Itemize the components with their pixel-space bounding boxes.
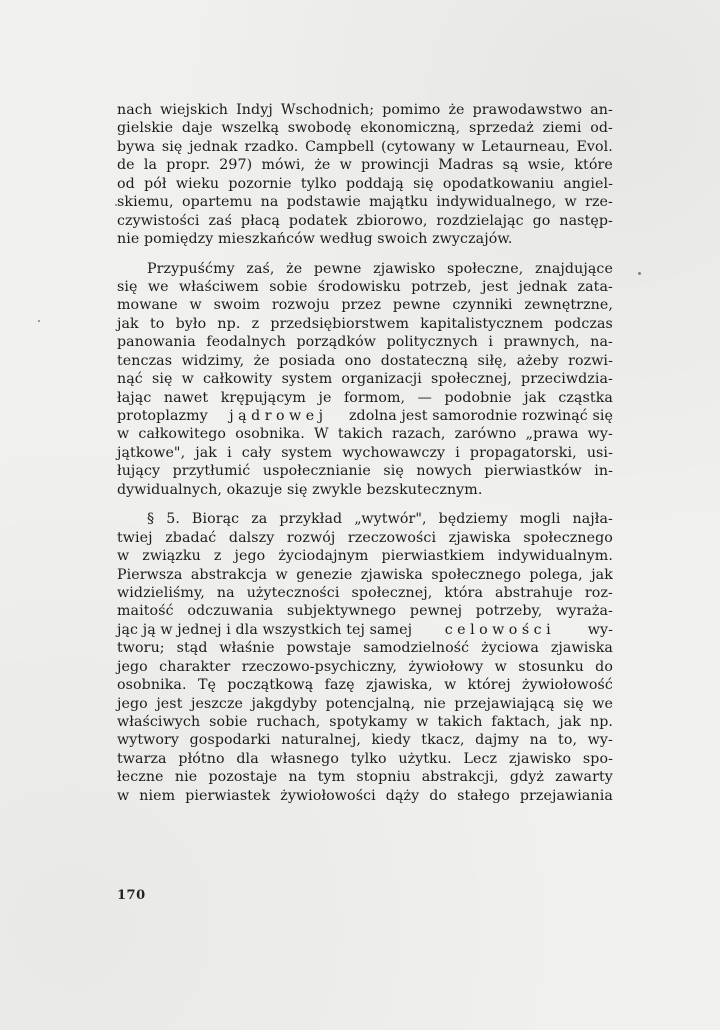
- paper-speck: [115, 204, 117, 206]
- text-line: maitość odczuwania subjektywnego pewnej potrzeby, wyraża-: [117, 603, 613, 620]
- text-line: łając nawet krępującym je formom, — podobnie jak cząstka: [117, 389, 613, 406]
- text-line: twarza płótno dla własnego tylko użytku. Lecz zjawisko spo-: [117, 750, 613, 767]
- text-line: łeczne nie pozostaje na tym stopniu abstrakcji, gdyż zawarty: [117, 769, 613, 786]
- emphasized-word: celowości: [444, 621, 556, 638]
- text-line: jątkowe", jak i cały system wychowawczy i propagatorski, usi-: [117, 444, 613, 461]
- text-line: od pół wieku pozornie tylko poddają się opodatkowaniu angiel-: [117, 175, 613, 192]
- text-line: gielskie daje wszelką swobodę ekonomiczną, sprzedaż ziemi od-: [117, 120, 613, 137]
- emphasized-word: jądrowej: [229, 408, 328, 424]
- text-segment: zdolna jest samorodnie rozwinąć się: [348, 408, 613, 424]
- text-line: § 5. Biorąc za przykład „wytwór", będziemy mogli najła-: [147, 511, 613, 528]
- text-line: mowane w swoim rozwoju przez pewne czynniki zewnętrzne,: [117, 297, 613, 314]
- text-line: panowania feodalnych porządków politycznych i prawnych, na-: [117, 334, 613, 351]
- text-line: nąć się w całkowity system organizacji społecznej, przeciwdzia-: [117, 371, 613, 388]
- paper-speck: [38, 320, 40, 322]
- text-line: nie pomiędzy mieszkańców według swoich zwyczajów.: [117, 231, 513, 248]
- text-line: nach wiejskich Indyj Wschodnich; pomimo że prawodawstwo an-: [117, 102, 613, 118]
- paragraph-3: [117, 510, 613, 805]
- paragraph-1: [117, 101, 613, 249]
- text-line: w związku z jego życiodajnym pierwiastkiem indywidualnym.: [117, 548, 613, 565]
- text-line: właściwych sobie ruchach, spotykamy w takich faktach, jak np.: [117, 714, 613, 730]
- text-line: się we właściwem sobie środowisku potrzeb, jest jednak zata-: [117, 278, 613, 295]
- page-number: 170: [117, 888, 146, 903]
- text-line: tworu; stąd właśnie powstaje samodzielność życiowa zjawiska: [117, 640, 613, 657]
- text-segment: protoplazmy: [117, 408, 208, 424]
- text-line: jego charakter rzeczowo-psychiczny, żywiołowy w stosunku do: [117, 658, 613, 675]
- text-line: Pierwsza abstrakcja w genezie zjawiska społecznego polega, jak: [117, 566, 613, 583]
- text-segment: wy-: [587, 621, 613, 638]
- text-line: tenczas widzimy, że posiada ono dostateczną siłę, ażeby rozwi-: [117, 352, 613, 369]
- text-line: wytwory gospodarki naturalnej, kiedy tkacz, dajmy na to, wy-: [117, 732, 613, 749]
- paragraph-2: [117, 260, 613, 500]
- text-line: dywidualnych, okazuje się zwykle bezskutecznym.: [117, 481, 483, 498]
- text-line: skiemu, opartemu na podstawie majątku indywidualnego, w rze-: [117, 194, 613, 211]
- text-line: bywa się jednak rzadko. Campbell (cytowany w Letaurneau, Evol.: [117, 138, 613, 155]
- body-text: [117, 101, 613, 805]
- text-line: osobnika. Tę początkową fazę zjawiska, w której żywiołowość: [117, 677, 613, 694]
- text-line: jego jest jeszcze jakgdyby potencjalną, nie przejawiającą się we: [117, 695, 613, 712]
- text-line: jak to było np. z przedsiębiorstwem kapitalistycznem podczas: [117, 315, 613, 332]
- text-line: Przypuśćmy zaś, że pewne zjawisko społeczne, znajdujące: [147, 260, 613, 277]
- paper-speck: [638, 272, 641, 275]
- text-line: w całkowitego osobnika. W takich razach, zarówno „prawa wy-: [117, 426, 613, 443]
- text-line: de la propr. 297) mówi, że w prowincji Madras są wsie, które: [117, 157, 613, 174]
- text-line-composite: [117, 407, 613, 425]
- text-line: łujący przytłumić uspołecznianie się nowych pierwiastków in-: [117, 463, 613, 480]
- text-line: w niem pierwiastek żywiołowości dąży do stałego przejawiania: [117, 787, 613, 804]
- text-line: widzieliśmy, na użyteczności społecznej, która abstrahuje roz-: [117, 584, 613, 601]
- text-line-composite: [117, 621, 613, 639]
- text-segment: jąc ją w jednej i dla wszystkich tej samej: [117, 621, 413, 638]
- text-line: twiej zbadać dalszy rozwój rzeczowości zjawiska społecznego: [117, 529, 613, 546]
- text-line: czywistości zaś płacą podatek zbiorowo, rozdzielając go następ-: [117, 212, 613, 229]
